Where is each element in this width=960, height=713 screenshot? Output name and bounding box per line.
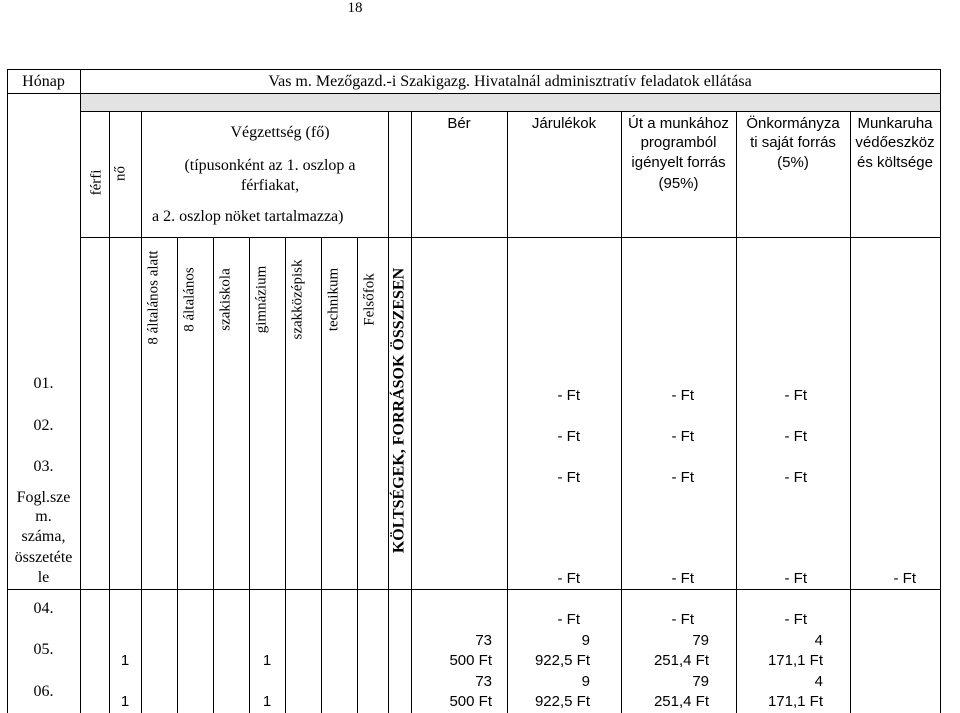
onk-header-1: Önkormányza	[746, 115, 840, 132]
row-label-fogl-3: száma,	[21, 528, 66, 545]
r03-onk: - Ft	[784, 469, 807, 486]
rfogl-jarulekok: - Ft	[557, 570, 580, 587]
r05-ut-2: 251,4 Ft	[653, 652, 709, 669]
r05-ber-1: 73	[475, 632, 492, 649]
r06-ber-1: 73	[475, 673, 492, 690]
total-costs-label: KÖLTSÉGEK, FORRÁSOK ÖSSZESEN	[390, 267, 408, 554]
r04-ut: - Ft	[671, 611, 694, 628]
month-header: Hónap	[22, 73, 65, 90]
r05-count-2: 1	[262, 652, 272, 669]
ut-header-4: (95%)	[658, 175, 699, 192]
r01-onk: - Ft	[784, 387, 807, 404]
level-felsofok: Felsőfok	[361, 273, 378, 326]
jarulekok-header: Járulékok	[531, 115, 597, 132]
munkaruha-header-1: Munkaruha	[857, 115, 933, 132]
r06-onk-1: 4	[814, 673, 823, 690]
r02-ut: - Ft	[671, 428, 694, 445]
female-header: nő	[112, 166, 129, 181]
table-title: Vas m. Mezőgazd.-i Szakigazg. Hivatalnál adminisztratív feladatok ellátása	[268, 73, 752, 90]
male-header: férfi	[88, 169, 105, 196]
header-band	[80, 93, 940, 111]
r06-ut-2: 251,4 Ft	[653, 693, 709, 710]
r05-onk-1: 4	[814, 632, 823, 649]
row-label-04: 04.	[33, 600, 54, 617]
r05-jar-2: 922,5 Ft	[534, 652, 590, 669]
r05-ut-1: 79	[692, 632, 709, 649]
level-gimnazium: gimnázium	[253, 265, 270, 334]
r06-ut-1: 79	[692, 673, 709, 690]
r03-ut: - Ft	[671, 469, 694, 486]
r04-onk: - Ft	[784, 611, 807, 628]
row-label-fogl-1: Fogl.sze	[16, 489, 71, 506]
onk-header-2: ti saját forrás	[750, 134, 836, 151]
row-label-01: 01.	[33, 375, 54, 392]
education-note-3: a 2. oszlop nöket tartalmazza)	[152, 208, 344, 225]
rfogl-ut: - Ft	[671, 570, 694, 587]
rfogl-onk: - Ft	[784, 570, 807, 587]
r05-jar-1: 9	[581, 632, 590, 649]
munkaruha-header-3: és költsége	[857, 154, 933, 171]
education-title: Végzettség (fő)	[230, 124, 330, 141]
ber-header: Bér	[447, 115, 471, 132]
r06-jar-2: 922,5 Ft	[534, 693, 590, 710]
r06-count-2: 1	[262, 693, 272, 710]
r01-jarulekok: - Ft	[557, 387, 580, 404]
row-label-05: 05.	[33, 641, 54, 658]
level-8-altalanos: 8 általános	[181, 267, 198, 332]
level-technikum: technikum	[325, 267, 342, 332]
r06-jar-1: 9	[581, 673, 590, 690]
r05-count-1: 1	[120, 652, 130, 669]
row-label-fogl-4: összetéte	[14, 549, 73, 566]
ut-header-1: Út a munkához	[628, 115, 729, 132]
rfogl-munkaruha: - Ft	[893, 570, 916, 587]
r06-count-1: 1	[120, 693, 130, 710]
r05-onk-2: 171,1 Ft	[767, 652, 823, 669]
education-note-1: (típusonként az 1. oszlop a	[184, 157, 356, 174]
r04-jarulekok: - Ft	[557, 611, 580, 628]
level-szakiskola: szakiskola	[217, 268, 234, 331]
r05-ber-2: 500 Ft	[449, 652, 492, 669]
r02-onk: - Ft	[784, 428, 807, 445]
row-label-03: 03.	[33, 458, 54, 475]
ut-header-2: programból	[640, 134, 717, 151]
level-8-alatt: 8 általános alatt	[145, 250, 162, 345]
r06-onk-2: 171,1 Ft	[767, 693, 823, 710]
row-label-fogl-2: m.	[35, 508, 52, 525]
ut-header-3: igényelt forrás	[631, 154, 726, 171]
education-note-2: férfiakat,	[240, 177, 300, 194]
r03-jarulekok: - Ft	[557, 469, 580, 486]
r01-ut: - Ft	[671, 387, 694, 404]
onk-header-3: (5%)	[777, 154, 809, 171]
row-label-02: 02.	[33, 417, 54, 434]
row-label-fogl-5: le	[37, 569, 50, 586]
level-szakkozepisk: szakközépisk	[289, 259, 306, 340]
r06-ber-2: 500 Ft	[449, 693, 492, 710]
page-number: 18	[347, 0, 363, 16]
row-label-06: 06.	[33, 683, 54, 700]
munkaruha-header-2: védőeszköz	[855, 134, 935, 151]
r02-jarulekok: - Ft	[557, 428, 580, 445]
